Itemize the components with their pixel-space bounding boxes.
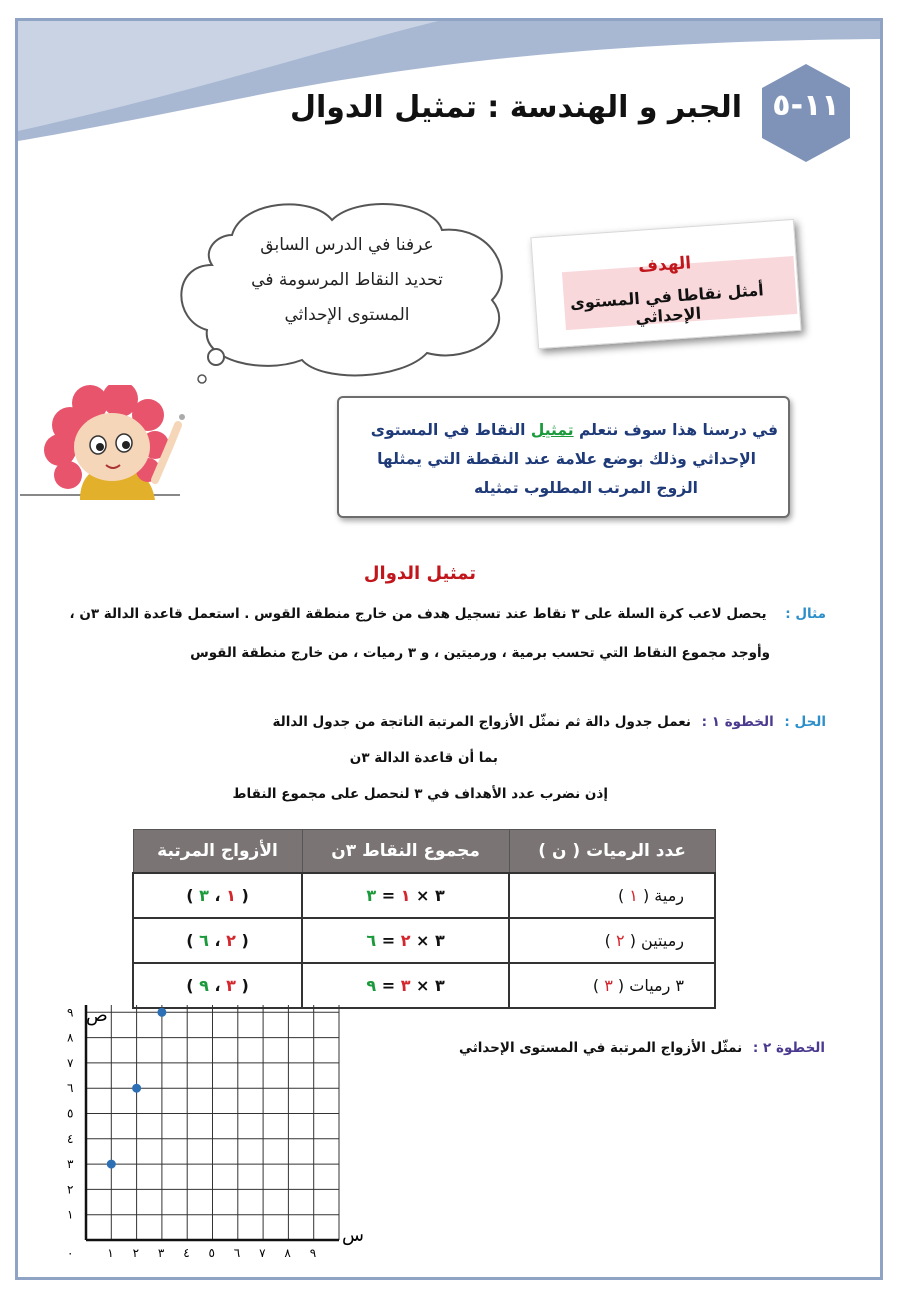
tick-labels xyxy=(67,1005,316,1260)
solution-line-3: إذن نضرب عدد الأهداف في ٣ لنحصل على مجموع النقاط xyxy=(232,786,608,802)
pair-y: ٣ xyxy=(199,886,209,905)
x-tick-label: ٢ xyxy=(132,1246,140,1260)
pair-y: ٩ xyxy=(199,976,209,995)
points-cell xyxy=(302,918,509,963)
close-paren: ) xyxy=(592,976,600,995)
section-title: تمثيل الدوال xyxy=(363,563,477,584)
step1-label: الخطوة ١ : xyxy=(701,714,774,730)
origin-label: ٠ xyxy=(67,1246,74,1260)
throws-word: ٣ رميات ( xyxy=(617,976,684,995)
intro-highlight: تمثيل xyxy=(530,421,574,439)
equals-sign: = xyxy=(381,976,396,995)
lesson-title: الجبر و الهندسة : تمثيل الدوال xyxy=(289,90,742,125)
student-illustration xyxy=(20,385,185,500)
multiplier: ٣ xyxy=(435,931,445,950)
points-cell xyxy=(302,963,509,1008)
throws-count: ٣ xyxy=(400,976,411,995)
throws-word: رمية ( xyxy=(642,886,684,905)
throws-count: ١ xyxy=(400,886,411,905)
equals-sign: = xyxy=(381,931,396,950)
y-tick-label: ٤ xyxy=(67,1131,74,1146)
bubble-line: المستوى الإحداثي xyxy=(284,305,410,325)
points-cell xyxy=(302,873,509,918)
x-axis-label: س xyxy=(342,1225,364,1246)
x-tick-label: ٤ xyxy=(183,1246,190,1260)
open-paren: ( xyxy=(241,976,249,995)
equals-sign: = xyxy=(381,886,396,905)
throws-count: ١ xyxy=(629,886,638,905)
column-header: مجموع النقاط ٣ن xyxy=(302,830,509,874)
intro-text xyxy=(350,416,778,503)
y-tick-label: ٩ xyxy=(67,1005,74,1020)
table-header-row xyxy=(133,830,715,874)
pair-cell xyxy=(133,963,302,1008)
throws-count: ٢ xyxy=(616,931,625,950)
intro-line xyxy=(350,416,778,445)
pair-x: ١ xyxy=(226,886,236,905)
coordinate-plane xyxy=(50,1005,395,1265)
points-total: ٦ xyxy=(366,931,377,950)
close-paren: ) xyxy=(186,886,194,905)
y-tick-label: ٦ xyxy=(67,1081,74,1096)
y-tick-label: ١ xyxy=(67,1207,74,1222)
pair-cell xyxy=(133,873,302,918)
throws-count: ٣ xyxy=(604,976,613,995)
x-tick-label: ٥ xyxy=(208,1246,215,1260)
solution-step1 xyxy=(272,714,826,730)
solution-line-2: بما أن قاعدة الدالة ٣ن xyxy=(349,750,498,766)
open-paren: ( xyxy=(241,931,249,950)
multiplier: ٣ xyxy=(435,886,445,905)
intro-line: الزوج المرتب المطلوب تمثيله xyxy=(473,479,698,497)
intro-line: الإحداثي وذلك بوضع علامة عند النقطة التي يمثلها xyxy=(377,450,756,468)
pair-y: ٦ xyxy=(199,931,209,950)
goal-text: أمثل نقاطا في المستوى الإحداثي xyxy=(569,280,765,328)
function-table xyxy=(132,829,716,1009)
example-text: يحصل لاعب كرة السلة على ٣ نقاط عند تسجيل هدف من خارج منطقة القوس . استعمل قاعدة الدالة ٣ن ، xyxy=(69,606,767,622)
table-row xyxy=(133,963,715,1008)
points-total: ٣ xyxy=(366,886,377,905)
throws-word: رميتين ( xyxy=(629,931,684,950)
column-header: الأزواج المرتبة xyxy=(133,830,302,874)
pair-x: ٢ xyxy=(226,931,236,950)
grid xyxy=(86,1005,339,1240)
x-tick-label: ١ xyxy=(107,1246,114,1260)
table-row xyxy=(133,918,715,963)
example-label: مثال : xyxy=(785,606,826,622)
pair-separator: ، xyxy=(214,886,221,905)
y-tick-label: ٣ xyxy=(67,1157,74,1172)
close-paren: ) xyxy=(617,886,625,905)
throws-cell xyxy=(509,963,715,1008)
y-tick-label: ٢ xyxy=(67,1182,74,1197)
times-sign: × xyxy=(416,976,430,995)
y-tick-label: ٥ xyxy=(67,1106,74,1121)
intro-text-segment: النقاط في المستوى xyxy=(370,421,531,439)
pair-separator: ، xyxy=(214,931,221,950)
x-tick-label: ٦ xyxy=(233,1246,241,1260)
example-line-2: وأوجد مجموع النقاط التي تحسب برمية ، ورميتين ، و ٣ رميات ، من خارج منطقة القوس xyxy=(190,645,770,661)
throws-count: ٢ xyxy=(400,931,411,950)
goal-heading: الهدف xyxy=(637,253,692,277)
step2-label: الخطوة ٢ : xyxy=(752,1040,825,1056)
x-tick-label: ٨ xyxy=(284,1246,291,1260)
bubble-line: عرفنا في الدرس السابق xyxy=(260,235,434,255)
data-point xyxy=(132,1084,141,1093)
throws-cell xyxy=(509,918,715,963)
close-paren: ) xyxy=(604,931,611,950)
x-tick-label: ٣ xyxy=(157,1246,165,1260)
thought-bubble-text xyxy=(212,228,482,333)
solution-label: الحل : xyxy=(784,714,826,730)
times-sign: × xyxy=(416,931,430,950)
y-tick-label: ٨ xyxy=(67,1030,74,1045)
x-tick-label: ٧ xyxy=(259,1246,266,1260)
open-paren: ( xyxy=(241,886,249,905)
data-point xyxy=(157,1008,166,1017)
y-tick-label: ٧ xyxy=(67,1055,74,1070)
data-point xyxy=(107,1160,116,1169)
multiplier: ٣ xyxy=(435,976,445,995)
example-line-1 xyxy=(69,606,826,622)
step2-text: نمثّل الأزواج المرتبة في المستوى الإحداثي xyxy=(459,1040,743,1056)
points-total: ٩ xyxy=(366,976,377,995)
throws-cell xyxy=(509,873,715,918)
pair-cell xyxy=(133,918,302,963)
step2-line xyxy=(440,1040,825,1056)
y-axis-label: ص xyxy=(86,1005,108,1026)
step1-text: نعمل جدول دالة ثم نمثّل الأزواج المرتبة الناتجة من جدول الدالة xyxy=(272,714,691,730)
pair-x: ٣ xyxy=(226,976,236,995)
column-header: عدد الرميات ( ن ) xyxy=(509,830,715,874)
times-sign: × xyxy=(416,886,430,905)
x-tick-label: ٩ xyxy=(309,1246,317,1260)
close-paren: ) xyxy=(186,931,194,950)
intro-text-segment: في درسنا هذا سوف نتعلم xyxy=(573,421,778,439)
close-paren: ) xyxy=(186,976,194,995)
pair-separator: ، xyxy=(214,976,221,995)
bubble-line: تحديد النقاط المرسومة في xyxy=(251,270,443,290)
goal-card xyxy=(530,219,801,349)
table-row xyxy=(133,873,715,918)
lesson-number: ١١-٥ xyxy=(772,88,840,123)
